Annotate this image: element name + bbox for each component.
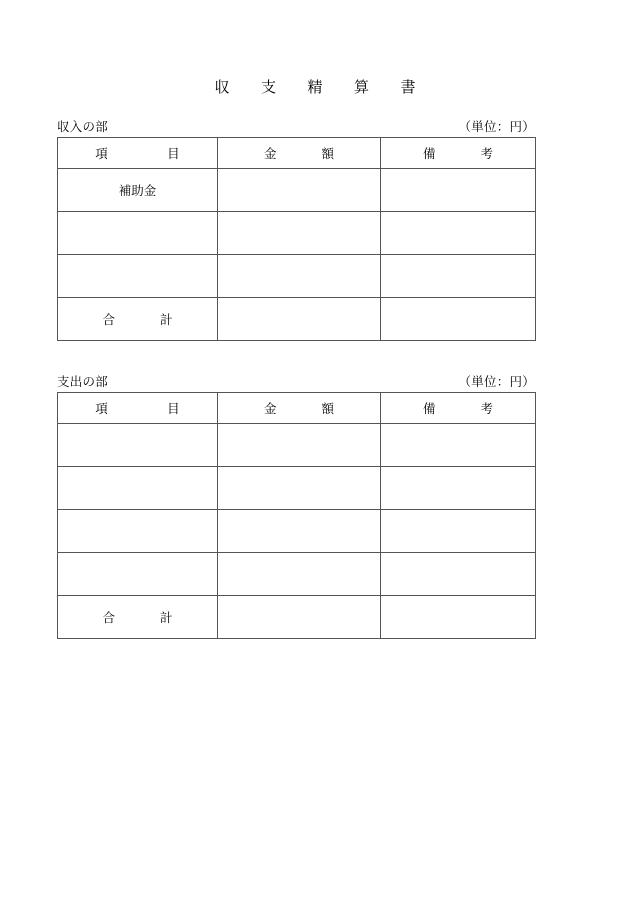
cell-note[interactable] [381, 169, 536, 212]
cell-item[interactable] [58, 510, 218, 553]
cell-item[interactable] [58, 424, 218, 467]
cell-amount[interactable] [218, 424, 381, 467]
cell-item[interactable] [58, 255, 218, 298]
cell-note[interactable] [381, 467, 536, 510]
table-total-row [58, 298, 536, 341]
table-row [58, 553, 536, 596]
cell-amount[interactable] [218, 255, 381, 298]
table-row [58, 255, 536, 298]
cell-amount[interactable] [218, 169, 381, 212]
table-row [58, 467, 536, 510]
table-row [58, 169, 536, 212]
cell-note[interactable] [381, 255, 536, 298]
cell-item[interactable]: 補助金 [58, 169, 218, 212]
column-header-item: 項 目 [58, 138, 218, 169]
column-header-note: 備 考 [381, 393, 536, 424]
expense-section-header [57, 372, 535, 392]
table-row [58, 212, 536, 255]
income-unit-label: （単位：円） [458, 120, 535, 134]
cell-amount[interactable] [218, 510, 381, 553]
table-row [58, 510, 536, 553]
cell-note[interactable] [381, 212, 536, 255]
cell-total-label: 合 計 [58, 298, 218, 341]
table-total-row [58, 596, 536, 639]
column-header-item: 項 目 [58, 393, 218, 424]
cell-total-note[interactable] [381, 298, 536, 341]
expense-unit-label: （単位：円） [458, 375, 535, 389]
column-header-amount: 金 額 [218, 138, 381, 169]
cell-amount[interactable] [218, 553, 381, 596]
cell-item[interactable] [58, 553, 218, 596]
income-table [57, 137, 536, 341]
column-header-amount: 金 額 [218, 393, 381, 424]
expense-section [57, 372, 535, 639]
cell-total-amount[interactable] [218, 298, 381, 341]
cell-item[interactable] [58, 467, 218, 510]
table-header-row [58, 138, 536, 169]
cell-total-amount[interactable] [218, 596, 381, 639]
income-section [57, 117, 535, 341]
column-header-note: 備 考 [381, 138, 536, 169]
cell-note[interactable] [381, 510, 536, 553]
cell-note[interactable] [381, 424, 536, 467]
cell-note[interactable] [381, 553, 536, 596]
cell-amount[interactable] [218, 212, 381, 255]
cell-amount[interactable] [218, 467, 381, 510]
income-section-label: 収入の部 [57, 120, 109, 134]
cell-item[interactable] [58, 212, 218, 255]
page-title: 収 支 精 算 書 [214, 80, 424, 96]
income-section-header [57, 117, 535, 137]
table-header-row [58, 393, 536, 424]
cell-total-note[interactable] [381, 596, 536, 639]
table-row [58, 424, 536, 467]
cell-total-label: 合 計 [58, 596, 218, 639]
expense-table [57, 392, 536, 639]
expense-section-label: 支出の部 [57, 375, 109, 389]
